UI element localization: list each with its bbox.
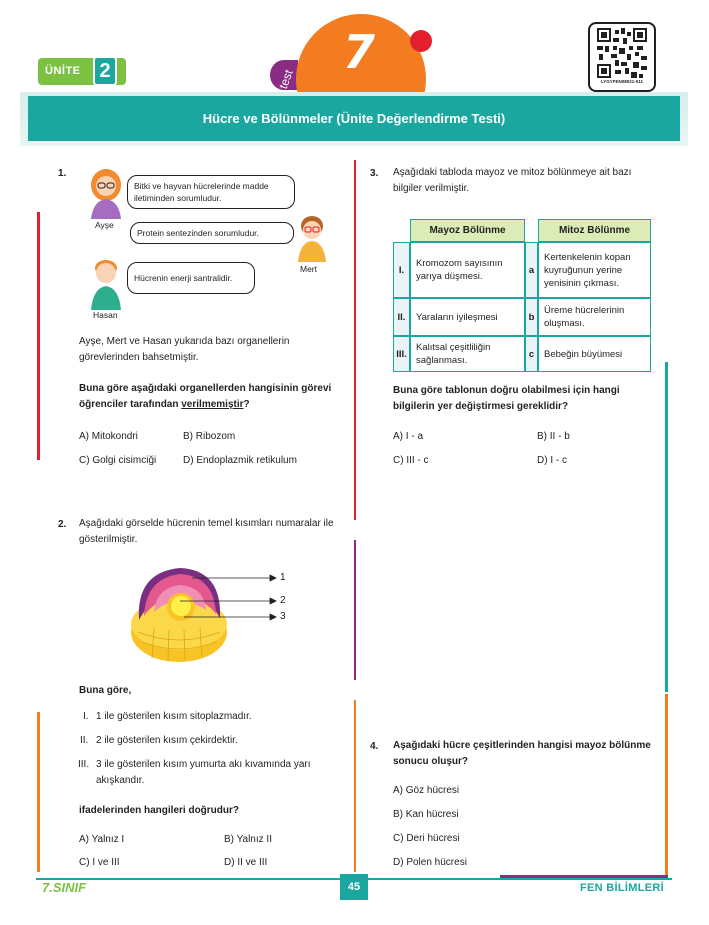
q4-stem: Aşağıdaki hücre çeşitlerinden hangisi mayoz bölünme sonucu oluşur? — [393, 740, 651, 767]
bubble-ayse: Bitki ve hayvan hücrelerinde madde iletiminden sorumludur. — [127, 175, 295, 209]
q1-stem-underlined: verilmemiştir — [181, 399, 244, 410]
column-divider-purple — [354, 540, 356, 680]
q2-statement-2-roman: II. — [80, 735, 89, 746]
subject-label: FEN BİLİMLERİ — [580, 882, 664, 894]
table-row-3-right: Bebeğin büyümesi — [538, 336, 651, 372]
table-row-3-left: Kalıtsal çeşitliliğin sağlanması. — [410, 336, 525, 372]
cell-label-1: 1 — [280, 572, 286, 583]
cell-label-lines — [180, 570, 280, 626]
red-dot-decoration — [410, 30, 432, 52]
q2-statement-3-roman: III. — [78, 759, 90, 770]
q1-option-a[interactable]: A) Mitokondri — [79, 431, 138, 442]
table-row-2-right: Üreme hücrelerinin oluşması. — [538, 298, 651, 336]
q3-intro: Aşağıdaki tabloda mayoz ve mitoz bölünmeye ait bazı bilgiler verilmiştir. — [393, 167, 632, 194]
q1-option-d[interactable]: D) Endoplazmik retikulum — [183, 455, 297, 466]
q2-statement-1-roman: I. — [83, 711, 89, 722]
q3-option-a[interactable]: A) I - a — [393, 431, 424, 442]
column-divider-orange — [354, 700, 356, 872]
q2-option-b[interactable]: B) Yalnız II — [224, 834, 272, 845]
table-row-3-letter: c — [525, 336, 538, 372]
q4-option-d[interactable]: D) Polen hücresi — [393, 857, 467, 868]
q4-option-b[interactable]: B) Kan hücresi — [393, 809, 459, 820]
column-divider-red — [354, 160, 356, 520]
q2-intro: Aşağıdaki görselde hücrenin temel kısımları numaralar ile gösterilmiştir. — [79, 518, 334, 545]
ayse-avatar — [88, 167, 124, 219]
q2-lead: Buna göre, — [79, 685, 132, 696]
q3-stem: Buna göre tablonun doğru olabilmesi için hangi bilgilerin yer değiştirmesi gereklidir? — [393, 385, 620, 412]
q2-option-d[interactable]: D) II ve III — [224, 857, 268, 868]
q2-option-a[interactable]: A) Yalnız I — [79, 834, 125, 845]
bubble-mert: Protein sentezinden sorumludur. — [130, 222, 294, 244]
accent-right-teal — [665, 362, 668, 692]
cell-label-2: 2 — [280, 595, 286, 606]
q2-statement-1: 1 ile gösterilen kısım sitoplazmadır. — [96, 711, 252, 722]
q4-number: 4. — [370, 741, 379, 752]
accent-left-orange — [37, 712, 40, 872]
table-row-1-roman: I. — [393, 242, 410, 298]
q2-statement-3: 3 ile gösterilen kısım yumurta akı kıvamında yarı akışkandır. — [96, 759, 311, 786]
footer-accent — [500, 875, 668, 878]
bubble-hasan: Hücrenin enerji santralidir. — [127, 262, 255, 294]
table-row-1-left: Kromozom sayısının yarıya düşmesi. — [410, 242, 525, 298]
q1-option-b[interactable]: B) Ribozom — [183, 431, 236, 442]
table-row-1-right: Kertenkelenin kopan kuyruğunun yerine yenisinin çıkması. — [538, 242, 651, 298]
accent-left-red — [37, 212, 40, 460]
table-row-2-left: Yaraların iyileşmesi — [410, 298, 525, 336]
table-row-3-roman: III. — [393, 336, 410, 372]
table-row-2-roman: II. — [393, 298, 410, 336]
unit-label: ÜNİTE — [45, 65, 81, 77]
name-ayse: Ayşe — [95, 220, 114, 230]
accent-right-orange — [665, 694, 668, 878]
q4-option-a[interactable]: A) Göz hücresi — [393, 785, 460, 796]
unit-number: 2 — [93, 56, 117, 86]
q2-number: 2. — [58, 519, 67, 530]
q2-statement-2: 2 ile gösterilen kısım çekirdektir. — [96, 735, 238, 746]
q1-number: 1. — [58, 168, 67, 179]
q1-stem — [79, 381, 345, 413]
table-row-1-letter: a — [525, 242, 538, 298]
q3-option-d[interactable]: D) I - c — [537, 455, 567, 466]
mert-avatar — [296, 210, 328, 262]
hasan-avatar — [88, 256, 124, 310]
test-number: 7 — [343, 25, 376, 79]
table-header-mitoz: Mitoz Bölünme — [538, 219, 651, 242]
cell-label-3: 3 — [280, 611, 286, 622]
q3-number: 3. — [370, 168, 379, 179]
q1-option-c[interactable]: C) Golgi cisimciği — [79, 455, 157, 466]
grade-label: 7.SINIF — [42, 880, 87, 895]
test-word: test — [276, 67, 296, 91]
qr-code-text: LYGYFEN08021-011 — [600, 79, 644, 84]
name-mert: Mert — [300, 264, 317, 274]
q1-stem-text: Buna göre aşağıdaki organellerden hangisinin görevi öğrenciler tarafından — [79, 383, 332, 410]
q3-option-b[interactable]: B) II - b — [537, 431, 570, 442]
q4-option-c[interactable]: C) Deri hücresi — [393, 833, 460, 844]
q1-intro: Ayşe, Mert ve Hasan yukarıda bazı organellerin görevlerinden bahsetmiştir. — [79, 336, 290, 363]
page-title: Hücre ve Bölünmeler (Ünite Değerlendirme Testi) — [202, 111, 506, 126]
name-hasan: Hasan — [93, 310, 118, 320]
table-header-mayoz: Mayoz Bölünme — [410, 219, 525, 242]
qr-code-icon[interactable] — [597, 28, 647, 78]
q2-stem: ifadelerinden hangileri doğrudur? — [79, 805, 240, 816]
q1-stem-end: ? — [243, 399, 250, 410]
page-number: 45 — [340, 874, 368, 900]
q2-option-c[interactable]: C) I ve III — [79, 857, 120, 868]
table-row-2-letter: b — [525, 298, 538, 336]
q3-option-c[interactable]: C) III - c — [393, 455, 429, 466]
